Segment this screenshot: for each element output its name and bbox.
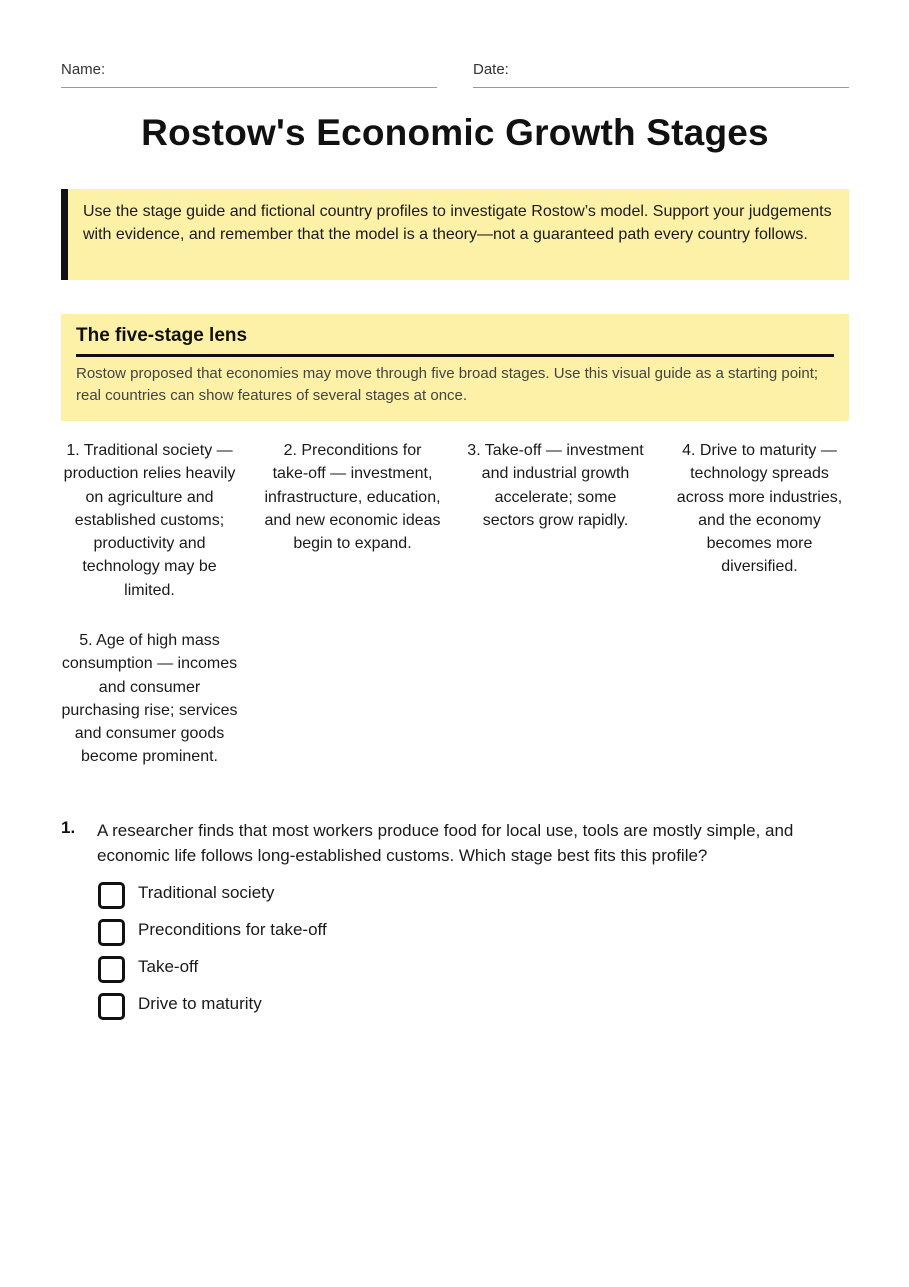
five-stage-lens-box	[61, 314, 849, 421]
option-label: Traditional society	[138, 883, 275, 902]
name-field[interactable]	[61, 61, 437, 88]
name-date-row	[61, 61, 849, 89]
stage-card-drive-to-maturity: 4. Drive to maturity — technology spreads across more industries, and the economy becomes more diversified.	[676, 442, 843, 576]
stage-card-take-off: 3. Take-off — investment and industrial growth accelerate; some sectors grow rapidly.	[467, 442, 644, 529]
lens-heading: The five-stage lens	[76, 325, 834, 357]
stage-card-high-mass-consumption: 5. Age of high mass consumption — incomes and consumer purchasing rise; services and consumer goods become prominent.	[61, 632, 238, 766]
option-label: Preconditions for take-off	[138, 920, 327, 939]
answer-option[interactable]	[97, 918, 597, 955]
checkbox[interactable]	[98, 919, 125, 946]
question-number: 1.	[61, 818, 76, 837]
date-label: Date:	[473, 61, 509, 78]
stage-card-traditional-society: 1. Traditional society — production relies heavily on agriculture and established customs; productivity and technology may be limited.	[63, 442, 236, 599]
answer-option[interactable]	[97, 992, 597, 1029]
checkbox[interactable]	[98, 993, 125, 1020]
checkbox[interactable]	[98, 956, 125, 983]
lens-description: Rostow proposed that economies may move through five broad stages. Use this visual guide as a starting point; real countries can show features of several stages at once.	[76, 365, 819, 404]
page-title: Rostow's Economic Growth Stages	[141, 112, 769, 153]
question-text: A researcher finds that most workers produce food for local use, tools are mostly simple, and economic life follows long-established customs. Which stage best fits this profile?	[97, 821, 794, 865]
answer-option[interactable]	[97, 881, 597, 918]
option-label: Take-off	[138, 957, 199, 976]
answer-options	[97, 881, 597, 1029]
option-label: Drive to maturity	[138, 994, 262, 1013]
name-label: Name:	[61, 61, 106, 78]
answer-option[interactable]	[97, 955, 597, 992]
intro-callout: Use the stage guide and fictional country profiles to investigate Rostow’s model. Support your judgements with evidence, and remember that the model is a theory—not a guaranteed path every country follows.	[61, 189, 849, 280]
checkbox[interactable]	[98, 882, 125, 909]
stage-card-preconditions: 2. Preconditions for take-off — investment, infrastructure, education, and new economic ideas begin to expand.	[264, 442, 441, 553]
date-field[interactable]	[473, 61, 849, 88]
